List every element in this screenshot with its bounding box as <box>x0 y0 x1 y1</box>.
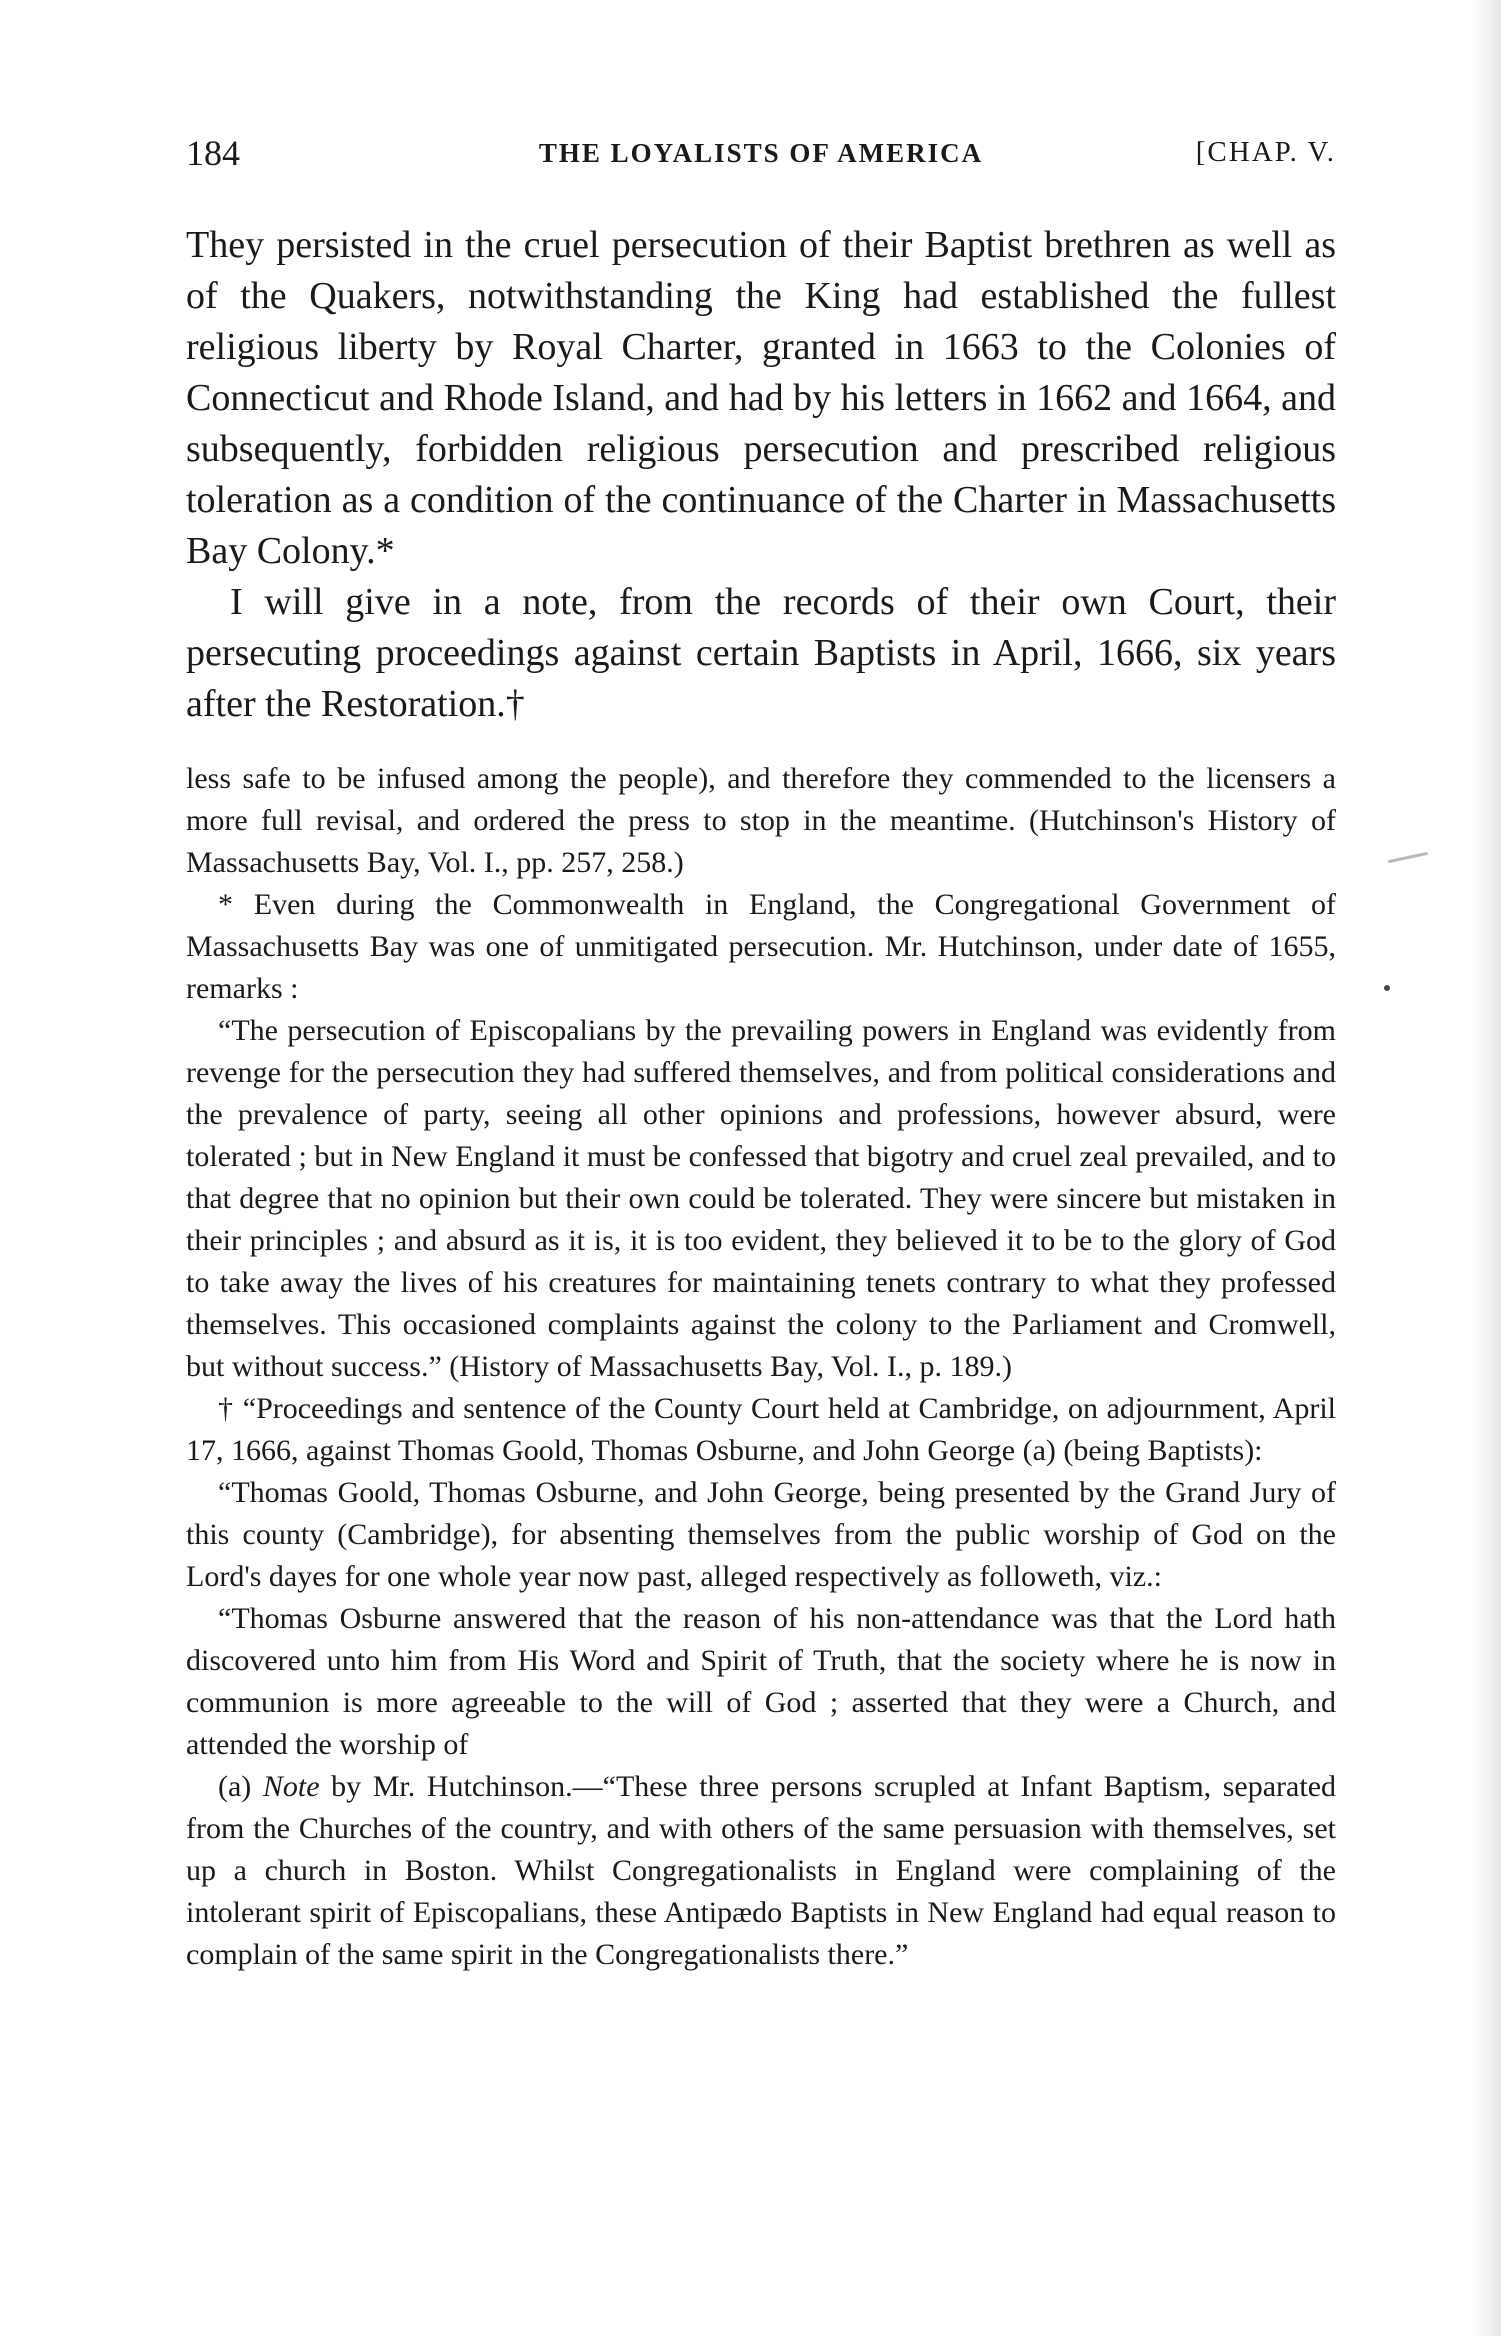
main-text <box>186 220 1336 730</box>
chapter-label: [CHAP. V. <box>1195 136 1336 168</box>
footnotes <box>186 758 1336 1976</box>
footnote-dagger: † “Proceedings and sentence of the County Court held at Cambridge, on adjournment, April 17, 1666, against Thomas Goold, Thomas Osburne, and John George (a) (being Baptists): <box>186 1392 1336 1467</box>
subnote-text: by Mr. Hutchinson.—“These three persons scrupled at Infant Baptism, separated from the Churches of the country, and with others of the same persuasion with themselves, set up a church in Boston. Whilst Congregationalists in England were complaining of the intolerant spirit of Episcopalians, these Antipædo Baptists in New England had equal reason to complain of the same spirit in the Congregationalists there.” <box>186 1770 1337 1971</box>
subnote <box>186 1766 1336 1976</box>
scan-edge-shadow <box>1471 0 1501 2336</box>
footnote-dagger-quote: “Thomas Osburne answered that the reason of his non-attendance was that the Lord hath discovered unto him from His Word and Spirit of Truth, that the society where he is now in communion is more agreeable to the will of God ; asserted that they were a Church, and attended the worship of <box>186 1602 1336 1761</box>
book-page <box>186 132 1336 1976</box>
footnote-dagger-quote: “Thomas Goold, Thomas Osburne, and John George, being presented by the Grand Jury of this county (Cambridge), for absenting themselves from the public worship of God on the Lord's dayes for one whole year now past, alleged respectively as followeth, viz.: <box>186 1476 1336 1593</box>
main-paragraph: They persisted in the cruel persecution of their Baptist brethren as well as of the Quakers, notwithstanding the King had established the fullest religious liberty by Royal Charter, granted in 1663 to the Colonies of Connecticut and Rhode Island, and had by his letters in 1662 and 1664, and subsequently, forbidden religious persecution and prescribed religious toleration as a condition of the continuance of the Charter in Massachusetts Bay Colony.* <box>186 224 1336 572</box>
footnote-continuation: less safe to be infused among the people), and therefore they commended to the licensers a more full revisal, and ordered the press to stop in the meantime. (Hutchinson's History of Massachusetts Bay, Vol. I., pp. 257, 258.) <box>186 762 1336 879</box>
margin-pencil-mark <box>1388 852 1428 863</box>
footnote-star: * Even during the Commonwealth in England, the Congregational Government of Massachusetts Bay was one of unmitigated persecution. Mr. Hutchinson, under date of 1655, remarks : <box>186 888 1336 1005</box>
page-number: 184 <box>186 133 240 173</box>
running-title: THE LOYALISTS OF AMERICA <box>538 138 984 168</box>
subnote-marker: (a) <box>218 1770 252 1803</box>
running-head <box>186 132 1336 182</box>
subnote-label: Note <box>262 1770 320 1803</box>
footnote-star-quote: “The persecution of Episcopalians by the prevailing powers in England was evidently from revenge for the persecution they had suffered themselves, and from political considerations and the prevalence of party, seeing all other opinions and professions, however absurd, were tolerated ; but in New England it must be confessed that bigotry and cruel zeal prevailed, and to that degree that no opinion but their own could be tolerated. They were sincere but mistaken in their principles ; and absurd as it is, it is too evident, they believed it to be to the glory of God to take away the lives of his creatures for maintaining tenets contrary to what they professed themselves. This occasioned complaints against the colony to the Parliament and Cromwell, but without success.” (History of Massachusetts Bay, Vol. I., p. 189.) <box>186 1014 1336 1383</box>
main-paragraph: I will give in a note, from the records of their own Court, their persecuting proceedings against certain Baptists in April, 1666, six years after the Restoration.† <box>186 581 1336 725</box>
margin-dot <box>1384 985 1390 991</box>
